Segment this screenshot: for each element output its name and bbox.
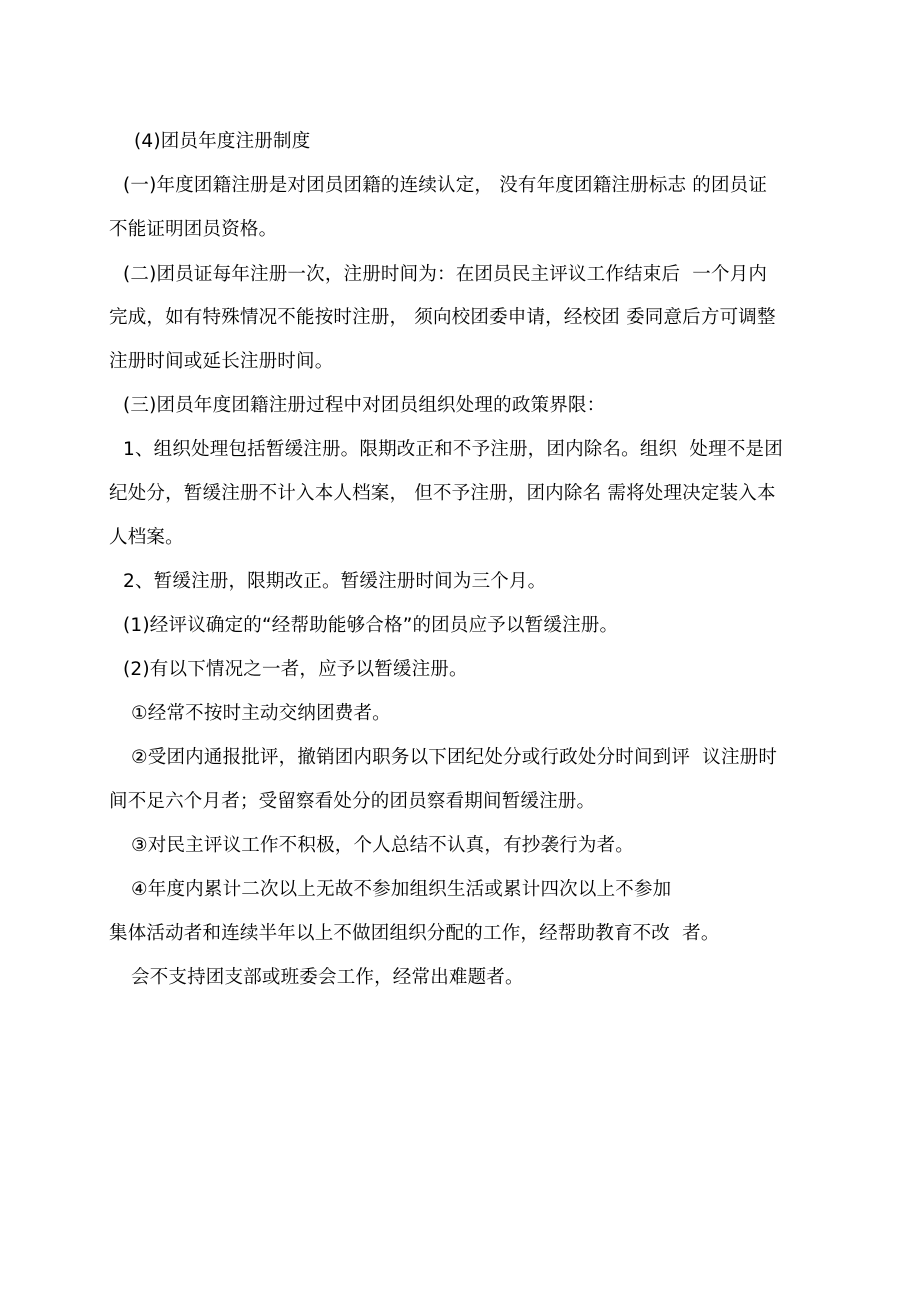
paragraph-line: 人档案。 [109,527,184,548]
paragraph-line: (1)经评议确定的“经帮助能够合格”的团员应予以暂缓注册。 [123,615,619,636]
paragraph-line: 会不支持团支部或班委会工作，经常出难题者。 [131,967,524,988]
paragraph-line: 2、暂缓注册，限期改正。暂缓注册时间为三个月。 [123,571,547,592]
paragraph-line: ③对民主评议工作不积极，个人总结不认真，有抄袭行为者。 [131,835,634,856]
paragraph-line: (三)团员年度团籍注册过程中对团员组织处理的政策界限： [123,395,606,416]
paragraph-line: (一)年度团籍注册是对团员团籍的连续认定， 没有年度团籍注册标志 的团员证 [123,175,768,196]
paragraph-line: 1、组织处理包括暂缓注册。限期改正和不予注册，团内除名。组织 处理不是团 [123,439,783,460]
paragraph-line: 不能证明团员资格。 [109,219,278,240]
paragraph-line: 注册时间或延长注册时间。 [109,351,334,372]
section-heading: (4)团员年度注册制度 [134,131,311,152]
paragraph-line: ④年度内累计二次以上无故不参加组织生活或累计四次以上不参加 [131,879,672,900]
paragraph-line: 集体活动者和连续半年以上不做团组织分配的工作，经帮助教育不改 者。 [109,923,720,944]
paragraph-line: 间不足六个月者；受留察看处分的团员察看期间暂缓注册。 [109,791,596,812]
paragraph-line: (2)有以下情况之一者，应予以暂缓注册。 [123,659,468,680]
paragraph-line: 纪处分，暂缓注册不计入本人档案， 但不予注册，团内除名 需将处理决定装入本 [109,483,776,504]
paragraph-line: 完成，如有特殊情况不能按时注册， 须向校团委申请，经校团 委同意后方可调整 [109,307,776,328]
paragraph-line: (二)团员证每年注册一次，注册时间为：在团员民主评议工作结束后 一个月内 [123,264,768,285]
paragraph-line: ②受团内通报批评，撤销团内职务以下团纪处分或行政处分时间到评 议注册时 [131,747,778,768]
paragraph-line: ①经常不按时主动交纳团费者。 [131,703,391,724]
